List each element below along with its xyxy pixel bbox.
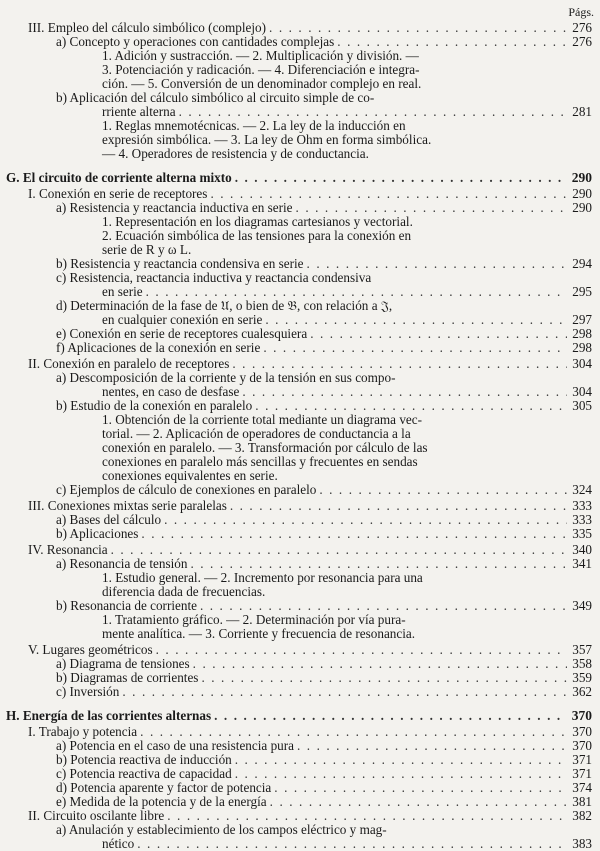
toc-entry-title: e) Medida de la potencia y de la energía <box>56 793 267 809</box>
toc-entry-title: d) Determinación de la fase de 𝔘, o bien de 𝔅, con relación a 𝔍, <box>56 297 393 313</box>
toc-entry-title: d) Potencia aparente y factor de potencia <box>56 779 272 795</box>
toc-entry <box>0 670 592 684</box>
toc-entry <box>0 228 592 242</box>
toc-entry-title: conexiones en paralelo más sencillas y frecuentes en sendas <box>102 453 418 469</box>
toc-entry-title: 1. Adición y sustracción. — 2. Multiplicación y división. — <box>102 47 419 63</box>
toc-entry <box>0 512 592 526</box>
toc-entry-title: a) Potencia en el caso de una resistencia pura <box>56 737 294 753</box>
toc-entry <box>0 104 592 118</box>
toc-entry-title: b) Potencia reactiva de inducción <box>56 751 232 767</box>
toc-page-number: 333 <box>572 497 592 513</box>
toc-page-number: 298 <box>572 339 592 355</box>
toc-entry-title: c) Inversión <box>56 683 120 699</box>
toc-entry-title: a) Diagrama de tensiones <box>56 655 190 671</box>
toc-entry <box>0 132 592 146</box>
toc-entry-title: 1. Obtención de la corriente total mediante un diagrama vec- <box>102 411 423 427</box>
toc-entry <box>0 836 592 850</box>
toc-entry <box>0 426 592 440</box>
toc-entry-title: expresión simbólica. — 3. La ley de Ohm en forma simbólica. <box>102 131 432 147</box>
toc-entry-title: II. Conexión en paralelo de receptores <box>28 355 230 371</box>
toc-entry-title: a) Anulación y establecimiento de los campos eléctrico y mag- <box>56 821 387 837</box>
toc-page-number: 335 <box>572 525 592 541</box>
toc-entry <box>0 356 592 370</box>
toc-entry <box>0 556 592 570</box>
toc-entry-title: c) Ejemplos de cálculo de conexiones en paralelo <box>56 481 317 497</box>
toc-page-number: 381 <box>572 793 592 809</box>
dot-leader <box>263 341 567 354</box>
toc-entry-title: a) Resistencia y reactancia inductiva en serie <box>56 199 293 215</box>
toc-page-number: 305 <box>572 397 592 413</box>
toc-page-number: 374 <box>572 779 592 795</box>
toc-entry <box>0 752 592 766</box>
toc-entry-title: c) Potencia reactiva de capacidad <box>56 765 232 781</box>
toc-entry-title: a) Concepto y operaciones con cantidades complejas <box>56 33 335 49</box>
toc-page-number: 290 <box>572 185 592 201</box>
toc-entry-title: a) Descomposición de la corriente y de la tensión en sus compo- <box>56 369 396 385</box>
dot-leader <box>210 187 567 200</box>
dot-leader <box>319 483 567 496</box>
dot-leader <box>274 781 567 794</box>
toc-page-number: 357 <box>572 641 592 657</box>
toc-entry <box>0 118 592 132</box>
toc-entry <box>0 626 592 640</box>
toc-page-number: 382 <box>572 807 592 823</box>
toc-page-number: 333 <box>572 511 592 527</box>
dot-leader <box>235 753 567 766</box>
toc-entry-title: 1. Tratamiento gráfico. — 2. Determinación por vía pura- <box>102 611 406 627</box>
toc-page-number: 349 <box>572 597 592 613</box>
dot-leader <box>146 285 567 298</box>
toc-entry <box>0 570 592 584</box>
dot-leader <box>235 171 567 184</box>
toc-entry <box>0 312 592 326</box>
toc-page-number: 362 <box>572 683 592 699</box>
dot-leader <box>122 685 567 698</box>
toc-page-number: 359 <box>572 669 592 685</box>
dot-leader <box>164 513 567 526</box>
toc-entry-title: en serie <box>102 283 143 299</box>
dot-leader <box>193 657 567 670</box>
dot-leader <box>307 257 567 270</box>
dot-leader <box>190 557 567 570</box>
dot-leader <box>140 725 567 738</box>
toc-entry-title: III. Conexiones mixtas serie paralelas <box>28 497 227 513</box>
toc-entry <box>0 90 592 104</box>
dot-leader <box>111 543 567 556</box>
dot-leader <box>297 739 567 752</box>
toc-entry-title: b) Resonancia de corriente <box>56 597 197 613</box>
toc-page-number: 295 <box>572 283 592 299</box>
toc-entry <box>0 284 592 298</box>
toc-entry <box>0 794 592 808</box>
toc-entry <box>0 326 592 340</box>
dot-leader <box>337 35 567 48</box>
toc-entry <box>0 298 592 312</box>
toc-section-heading <box>0 708 592 722</box>
toc-page-number: 341 <box>572 555 592 571</box>
toc-entry-title: 2. Ecuación simbólica de las tensiones para la conexión en <box>102 227 412 243</box>
toc-entry <box>0 542 592 556</box>
pages-header: Págs. <box>568 5 594 19</box>
dot-leader <box>167 809 567 822</box>
toc-entry <box>0 526 592 540</box>
toc-entry <box>0 766 592 780</box>
dot-leader <box>230 499 567 512</box>
toc-entry-title: II. Circuito oscilante libre <box>28 807 165 823</box>
toc-entry-title: 1. Estudio general. — 2. Incremento por resonancia para una <box>102 569 423 585</box>
toc-page-number: 340 <box>572 541 592 557</box>
dot-leader <box>156 643 567 656</box>
toc-entry-title: III. Empleo del cálculo simbólico (complejo) <box>28 19 267 35</box>
toc-entry-title: b) Aplicaciones <box>56 525 139 541</box>
toc-entry-title: I. Conexión en serie de receptores <box>28 185 208 201</box>
toc-entry-title: b) Diagramas de corrientes <box>56 669 199 685</box>
toc-entry-title: 3. Potenciación y radicación. — 4. Diferenciación e integra- <box>102 61 420 77</box>
toc-entry-title: G. El circuito de corriente alterna mixto <box>6 169 232 185</box>
toc-entry <box>0 724 592 738</box>
toc-page-number: 370 <box>572 737 592 753</box>
toc-entry-title: rriente alterna <box>102 103 176 119</box>
dot-leader <box>296 201 567 214</box>
toc-page-number: 371 <box>572 765 592 781</box>
toc-page-number: 304 <box>572 355 592 371</box>
toc-entry <box>0 20 592 34</box>
dot-leader <box>270 795 567 808</box>
toc-entry <box>0 642 592 656</box>
toc-entry-title: f) Aplicaciones de la conexión en serie <box>56 339 261 355</box>
toc-page-number: 281 <box>572 103 592 119</box>
toc-entry <box>0 684 592 698</box>
dot-leader <box>200 599 567 612</box>
toc-entry <box>0 808 592 822</box>
toc-entry <box>0 612 592 626</box>
toc-entry <box>0 34 592 48</box>
toc-entry <box>0 200 592 214</box>
toc-entry <box>0 482 592 496</box>
toc-entry-title: b) Resistencia y reactancia condensiva en serie <box>56 255 304 271</box>
dot-leader <box>179 105 567 118</box>
toc-entry <box>0 146 592 160</box>
dot-leader <box>141 527 567 540</box>
toc-entry <box>0 186 592 200</box>
toc-entry <box>0 412 592 426</box>
toc-page-number: 370 <box>572 723 592 739</box>
toc-entry-title: b) Aplicación del cálculo simbólico al circuito simple de co- <box>56 89 375 105</box>
toc-entry-title: — 4. Operadores de resistencia y de conductancia. <box>102 145 369 161</box>
toc-entry-title: I. Trabajo y potencia <box>28 723 138 739</box>
toc-entry <box>0 780 592 794</box>
toc-entry <box>0 270 592 284</box>
dot-leader <box>265 313 567 326</box>
dot-leader <box>255 399 567 412</box>
toc-entry-title: a) Bases del cálculo <box>56 511 162 527</box>
toc-entry <box>0 738 592 752</box>
toc-entry-title: H. Energía de las corrientes alternas <box>6 707 212 723</box>
toc-entry <box>0 498 592 512</box>
toc-entry-title: torial. — 2. Aplicación de operadores de conductancia a la <box>102 425 411 441</box>
toc-entry-title: e) Conexión en serie de receptores cualesquiera <box>56 325 308 341</box>
toc-entry <box>0 242 592 256</box>
toc-page-number: 324 <box>572 481 592 497</box>
toc-page-number: 304 <box>572 383 592 399</box>
toc-page-number: 290 <box>571 169 592 185</box>
toc-entry-title: IV. Resonancia <box>28 541 108 557</box>
toc-page-number: 298 <box>572 325 592 341</box>
dot-leader <box>310 327 567 340</box>
toc-page-number: 371 <box>572 751 592 767</box>
toc-entry <box>0 440 592 454</box>
toc-entry <box>0 598 592 612</box>
toc-entry-title: en cualquier conexión en serie <box>102 311 263 327</box>
toc-page-number: 358 <box>572 655 592 671</box>
toc-page-number: 370 <box>571 707 592 723</box>
toc-section-heading <box>0 170 592 184</box>
toc-entry-title: V. Lugares geométricos <box>28 641 153 657</box>
toc-entry <box>0 214 592 228</box>
toc-entry-title: conexiones equivalentes en serie. <box>102 467 278 483</box>
dot-leader <box>242 385 567 398</box>
toc-page-number: 290 <box>572 199 592 215</box>
toc-entry <box>0 76 592 90</box>
toc-page-number: 276 <box>572 33 592 49</box>
toc-entry-title: nentes, en caso de desfase <box>102 383 240 399</box>
toc-entry-title: b) Estudio de la conexión en paralelo <box>56 397 253 413</box>
toc-entry-title: nético <box>102 835 135 851</box>
toc-page-number: 294 <box>572 255 592 271</box>
dot-leader <box>232 357 567 370</box>
toc-entry <box>0 454 592 468</box>
dot-leader <box>235 767 567 780</box>
toc-entry <box>0 398 592 412</box>
toc-entry <box>0 48 592 62</box>
toc-entry-title: 1. Representación en los diagramas cartesianos y vectorial. <box>102 213 413 229</box>
toc-entry <box>0 656 592 670</box>
toc-entry <box>0 584 592 598</box>
toc-entry-title: mente analítica. — 3. Corriente y frecuencia de resonancia. <box>102 625 416 641</box>
toc-entry <box>0 62 592 76</box>
toc-entry <box>0 340 592 354</box>
dot-leader <box>269 21 567 34</box>
toc-entry-title: 1. Reglas mnemotécnicas. — 2. La ley de la inducción en <box>102 117 406 133</box>
toc-entry <box>0 370 592 384</box>
toc-entry-title: diferencia dada de frecuencias. <box>102 583 266 599</box>
toc-entry <box>0 822 592 836</box>
toc-entry-title: ción. — 5. Conversión de un denominador complejo en real. <box>102 75 422 91</box>
toc-entry <box>0 256 592 270</box>
toc-page-number: 297 <box>572 311 592 327</box>
dot-leader <box>214 709 567 722</box>
dot-leader <box>201 671 567 684</box>
toc-entry <box>0 468 592 482</box>
toc-entry-title: c) Resistencia, reactancia inductiva y reactancia condensiva <box>56 269 372 285</box>
toc-entry-title: a) Resonancia de tensión <box>56 555 188 571</box>
toc-page-number: 383 <box>572 835 592 851</box>
toc-entry-title: conexión en paralelo. — 3. Transformación por cálculo de las <box>102 439 428 455</box>
toc-entry <box>0 384 592 398</box>
toc-page-number: 276 <box>572 19 592 35</box>
dot-leader <box>137 837 567 850</box>
toc-entry-title: serie de R y ω L. <box>102 241 192 257</box>
